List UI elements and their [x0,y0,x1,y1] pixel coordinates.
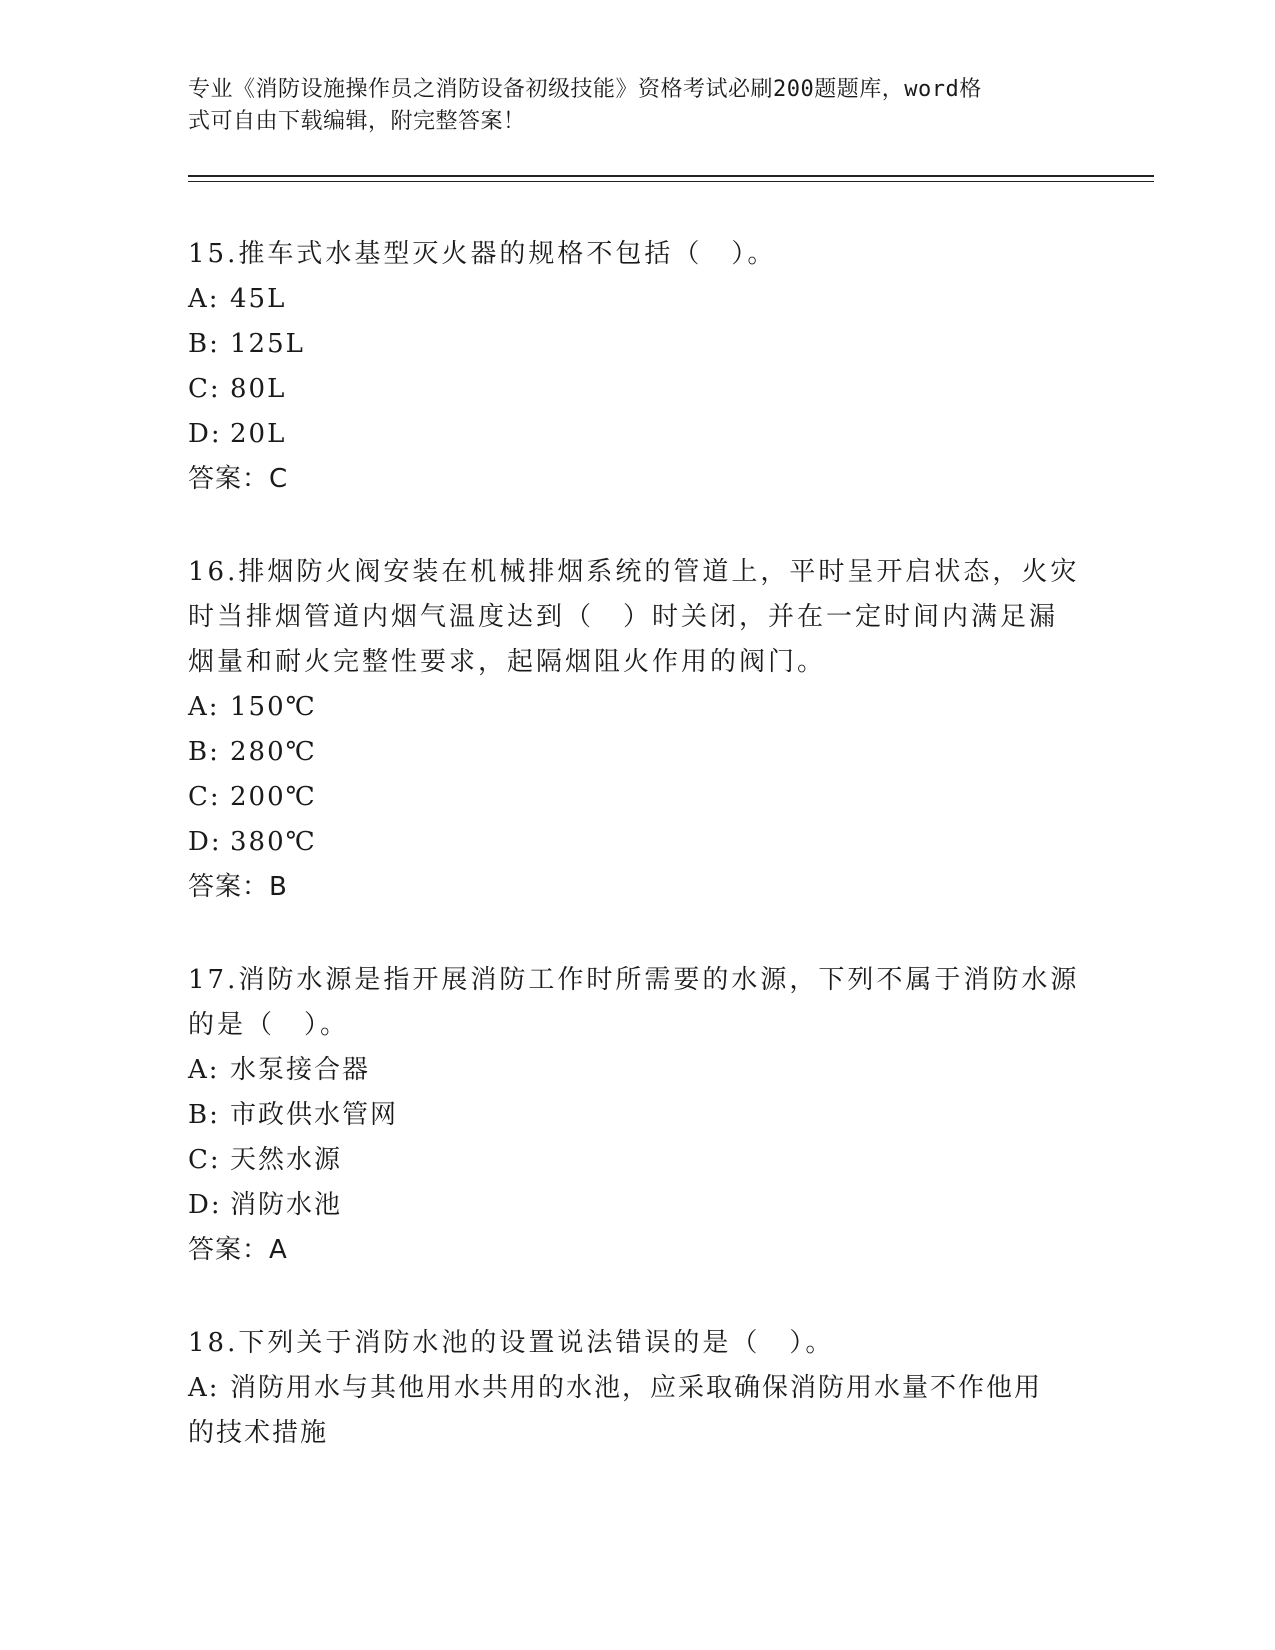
question-stem: 15.推车式水基型灭火器的规格不包括（ ）。 [188,239,777,269]
header-line-1: 专业《消防设施操作员之消防设备初级技能》资格考试必刷200题题库，word格 [188,77,982,102]
question-list [188,232,1088,1504]
question-stem: 18.下列关于消防水池的设置说法错误的是（ ）。 [188,1328,835,1358]
option-text: 水泵接合器 [230,1055,371,1085]
option-text: 80L [230,374,287,404]
question-15 [188,232,1088,502]
option-text: 200℃ [230,782,317,812]
option-key: C: [188,782,221,812]
option-key: A: [188,692,220,722]
option-text: 280℃ [230,737,317,767]
option-b [188,322,1088,367]
question-stem-line: 16.排烟防火阀安装在机械排烟系统的管道上，平时呈开启状态，火灾 [188,557,1080,587]
option-a [188,277,1088,322]
option-key: B: [188,737,220,767]
option-key: C: [188,374,221,404]
option-c [188,775,1088,820]
header-line-2: 式可自由下载编辑，附完整答案！ [188,109,526,134]
option-key: C: [188,1145,221,1175]
question-18 [188,1321,1088,1456]
document-header [188,74,1068,138]
option-d [188,412,1088,457]
option-key: D: [188,1190,222,1220]
option-key: A: [188,284,220,314]
option-key: B: [188,1100,220,1130]
option-text: 市政供水管网 [230,1100,399,1130]
option-key: A: [188,1055,220,1085]
option-text: 125L [230,329,305,359]
question-17 [188,958,1088,1273]
option-a [188,1048,1088,1093]
option-text: 380℃ [230,827,317,857]
answer-line: 答案：B [188,872,288,902]
option-c [188,1138,1088,1183]
option-b [188,1093,1088,1138]
question-stem-line: 时当排烟管道内烟气温度达到（ ）时关闭，并在一定时间内满足漏 [188,602,1059,632]
option-d [188,820,1088,865]
option-key: D: [188,419,222,449]
option-key: B: [188,329,220,359]
option-key: D: [188,827,222,857]
option-text: 45L [230,284,287,314]
option-c [188,367,1088,412]
option-a-continuation: 的技术措施 [188,1418,329,1448]
option-text: 150℃ [230,692,317,722]
option-a [188,685,1088,730]
question-stem-line: 烟量和耐火完整性要求，起隔烟阻火作用的阀门。 [188,647,827,677]
option-b [188,730,1088,775]
answer-line: 答案：A [188,1235,288,1265]
header-divider-bottom [188,181,1154,182]
option-d [188,1183,1088,1228]
answer-line: 答案：C [188,464,289,494]
option-text: 20L [230,419,287,449]
header-divider-top [188,175,1154,177]
option-text: 消防用水与其他用水共用的水池，应采取确保消防用水量不作他用 [230,1373,1043,1403]
question-stem-line: 的是（ ）。 [188,1010,350,1040]
option-text: 消防水池 [230,1190,343,1220]
question-16 [188,550,1088,910]
option-a [188,1366,1088,1411]
question-stem-line: 17.消防水源是指开展消防工作时所需要的水源，下列不属于消防水源 [188,965,1080,995]
option-key: A: [188,1373,220,1403]
option-text: 天然水源 [230,1145,343,1175]
